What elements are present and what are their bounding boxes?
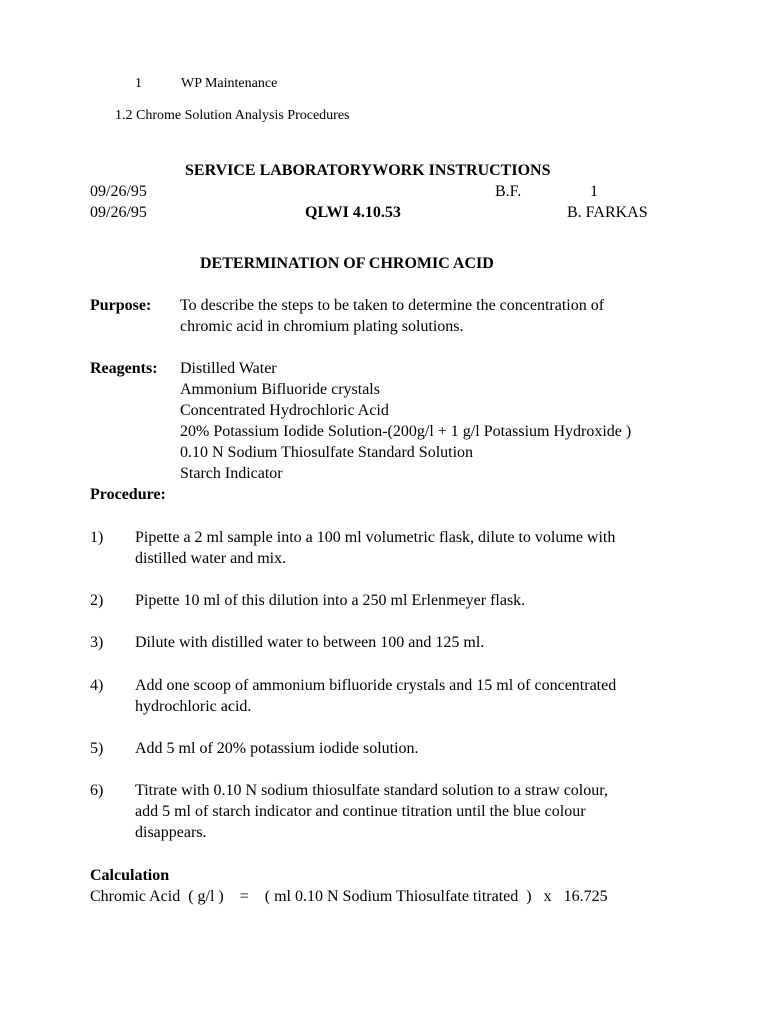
step-text [135,527,615,569]
step-line: Dilute with distilled water to between 100 and 125 ml. [135,634,485,651]
reagent-item: 20% Potassium Iodide Solution-(200g/l + 1 g/l Potassium Hydroxide ) [180,423,632,440]
step-line: hydrochloric acid. [135,698,252,715]
step-number: 1) [90,529,104,546]
step-number: 3) [90,634,104,651]
step-text [135,780,608,843]
purpose-line: chromic acid in chromium plating solutions. [180,318,464,335]
header-page-number: 1 [590,183,598,200]
reagents-label: Reagents: [90,360,158,377]
step-text [135,738,419,759]
work-instructions-title: SERVICE LABORATORYWORK INSTRUCTIONS [185,162,551,179]
step-line: add 5 ml of starch indicator and continue titration until the blue colour [135,803,586,820]
step-text [135,632,484,653]
step-text [135,675,616,717]
header-initials: B.F. [495,183,522,200]
header-author: B. FARKAS [567,204,648,221]
reagents-list [180,358,631,484]
step-number: 2) [90,592,104,609]
reagent-item: Distilled Water [180,360,277,377]
header-date-2: 09/26/95 [90,204,147,221]
reagent-item: Concentrated Hydrochloric Acid [180,402,389,419]
step-line: distilled water and mix. [135,550,287,567]
reagent-item: Ammonium Bifluoride crystals [180,381,380,398]
step-line: Titrate with 0.10 N sodium thiosulfate standard solution to a straw colour, [135,782,608,799]
section-number: 1 [135,76,142,91]
header-doc-id: QLWI 4.10.53 [305,204,401,221]
purpose-text [180,295,604,337]
step-line: Pipette 10 ml of this dilution into a 250 ml Erlenmeyer flask. [135,592,526,609]
reagent-item: Starch Indicator [180,465,283,482]
step-line: Add one scoop of ammonium bifluoride crystals and 15 ml of concentrated [135,677,617,694]
step-line: disappears. [135,824,207,841]
subsection-title: 1.2 Chrome Solution Analysis Procedures [115,108,350,123]
header-date-1: 09/26/95 [90,183,147,200]
section-title: WP Maintenance [181,76,278,91]
purpose-label: Purpose: [90,297,152,314]
calculation-formula: Chromic Acid ( g/l ) = ( ml 0.10 N Sodium Thiosulfate titrated ) x 16.725 [90,888,608,905]
step-number: 5) [90,740,104,757]
document-title: DETERMINATION OF CHROMIC ACID [200,255,494,272]
step-text [135,590,525,611]
step-line: Pipette a 2 ml sample into a 100 ml volumetric flask, dilute to volume with [135,529,616,546]
purpose-line: To describe the steps to be taken to determine the concentration of [180,297,605,314]
calculation-label: Calculation [90,867,170,884]
step-number: 4) [90,677,104,694]
reagent-item: 0.10 N Sodium Thiosulfate Standard Solution [180,444,474,461]
procedure-label: Procedure: [90,486,166,503]
step-line: Add 5 ml of 20% potassium iodide solution. [135,740,419,757]
step-number: 6) [90,782,104,799]
